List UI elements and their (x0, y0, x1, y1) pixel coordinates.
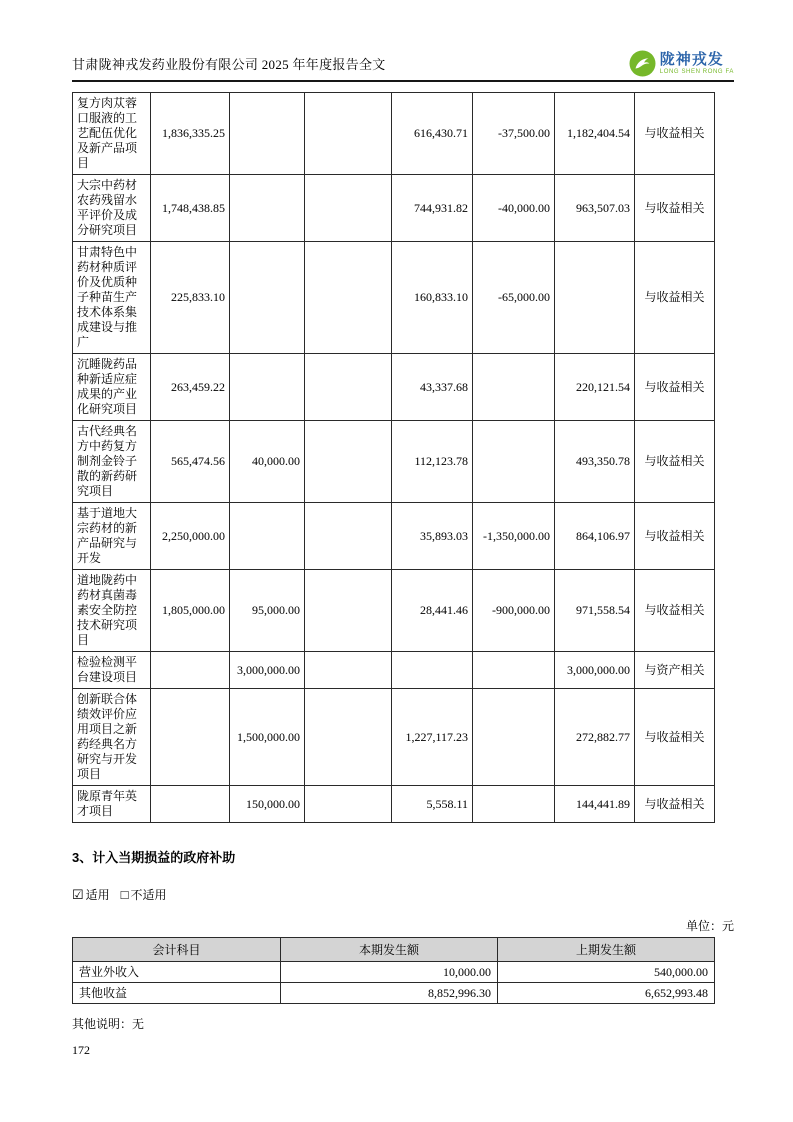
ending-balance-cell: 971,558.54 (555, 570, 635, 652)
project-name-cell: 大宗中药材农药残留水平评价及成分研究项目 (73, 175, 151, 242)
amortized-amount-cell: 616,430.71 (392, 93, 473, 175)
not-applicable-option (121, 888, 167, 902)
added-grant-cell (230, 93, 305, 175)
other-change-cell (473, 652, 555, 689)
other-note: 其他说明：无 (72, 1017, 145, 1031)
prior-period-header: 上期发生额 (498, 938, 715, 962)
checkbox-unchecked-icon: □ (120, 887, 129, 902)
amortized-amount-cell: 1,227,117.23 (392, 689, 473, 786)
beginning-balance-cell: 225,833.10 (151, 242, 230, 354)
ending-balance-cell: 144,441.89 (555, 786, 635, 823)
project-name-cell: 复方肉苁蓉口服液的工艺配伍优化及新产品项目 (73, 93, 151, 175)
checkbox-checked-icon: ☑ (72, 887, 84, 902)
table-row (73, 983, 715, 1004)
ending-balance-cell: 3,000,000.00 (555, 652, 635, 689)
logo-company-name: 陇神戎发 (659, 51, 724, 68)
project-name-cell: 古代经典名方中药复方制剂金铃子散的新药研究项目 (73, 421, 151, 503)
applicable-option (72, 888, 110, 902)
relation-type-cell: 与收益相关 (635, 354, 715, 421)
amortized-amount-cell (392, 652, 473, 689)
section-heading: 3、计入当期损益的政府补助 (72, 850, 236, 865)
table-row (73, 786, 715, 823)
company-logo (629, 50, 734, 77)
relation-type-cell: 与收益相关 (635, 421, 715, 503)
beginning-balance-cell: 1,836,335.25 (151, 93, 230, 175)
account-subject-cell: 其他收益 (73, 983, 281, 1004)
other-change-cell: -1,350,000.00 (473, 503, 555, 570)
project-name-cell: 沉睡陇药品种新适应症成果的产业化研究项目 (73, 354, 151, 421)
project-name-cell: 创新联合体绩效评价应用项目之新药经典名方研究与开发项目 (73, 689, 151, 786)
ending-balance-cell: 493,350.78 (555, 421, 635, 503)
subsidy-table (72, 937, 715, 1004)
page-number: 172 (72, 1043, 90, 1057)
table-row (73, 175, 715, 242)
subsidy-table-head (73, 938, 715, 962)
account-subject-header: 会计科目 (73, 938, 281, 962)
header-row (73, 938, 715, 962)
amortized-amount-cell: 744,931.82 (392, 175, 473, 242)
ending-balance-cell (555, 242, 635, 354)
added-grant-cell: 3,000,000.00 (230, 652, 305, 689)
added-grant-cell: 1,500,000.00 (230, 689, 305, 786)
table-row (73, 962, 715, 983)
beginning-balance-cell: 2,250,000.00 (151, 503, 230, 570)
amortized-amount-cell: 112,123.78 (392, 421, 473, 503)
other-change-cell: -40,000.00 (473, 175, 555, 242)
project-name-cell: 检验检测平台建设项目 (73, 652, 151, 689)
beginning-balance-cell (151, 689, 230, 786)
table-row (73, 421, 715, 503)
other-change-cell (473, 786, 555, 823)
other-change-cell: -37,500.00 (473, 93, 555, 175)
amount-cell (305, 93, 392, 175)
ending-balance-cell: 220,121.54 (555, 354, 635, 421)
amount-cell (305, 786, 392, 823)
logo-text (660, 52, 734, 75)
logo-bird-icon (629, 50, 656, 77)
grant-table-body (73, 93, 715, 823)
prior-period-cell: 540,000.00 (498, 962, 715, 983)
beginning-balance-cell: 1,805,000.00 (151, 570, 230, 652)
relation-type-cell: 与资产相关 (635, 652, 715, 689)
account-subject-cell: 营业外收入 (73, 962, 281, 983)
ending-balance-cell: 864,106.97 (555, 503, 635, 570)
relation-type-cell: 与收益相关 (635, 570, 715, 652)
current-period-cell: 8,852,996.30 (281, 983, 498, 1004)
added-grant-cell (230, 175, 305, 242)
deferred-grant-table (72, 92, 715, 823)
unit-label: 单位：元 (685, 919, 734, 933)
relation-type-cell: 与收益相关 (635, 242, 715, 354)
relation-type-cell: 与收益相关 (635, 689, 715, 786)
added-grant-cell (230, 503, 305, 570)
logo-subtitle: LONG SHEN RONG FA (659, 69, 734, 75)
amount-cell (305, 503, 392, 570)
ending-balance-cell: 272,882.77 (555, 689, 635, 786)
relation-type-cell: 与收益相关 (635, 175, 715, 242)
not-applicable-label: 不适用 (130, 888, 167, 902)
other-change-cell (473, 689, 555, 786)
page-header (72, 50, 734, 82)
other-change-cell (473, 421, 555, 503)
beginning-balance-cell (151, 652, 230, 689)
prior-period-cell: 6,652,993.48 (498, 983, 715, 1004)
relation-type-cell: 与收益相关 (635, 786, 715, 823)
amount-cell (305, 652, 392, 689)
beginning-balance-cell: 1,748,438.85 (151, 175, 230, 242)
beginning-balance-cell: 263,459.22 (151, 354, 230, 421)
table-row (73, 354, 715, 421)
other-change-cell: -900,000.00 (473, 570, 555, 652)
report-title: 甘肃陇神戎发药业股份有限公司 2025 年年度报告全文 (72, 57, 386, 72)
added-grant-cell: 40,000.00 (230, 421, 305, 503)
amount-cell (305, 570, 392, 652)
other-change-cell (473, 354, 555, 421)
subsidy-table-body (73, 962, 715, 1004)
amortized-amount-cell: 43,337.68 (392, 354, 473, 421)
amortized-amount-cell: 5,558.11 (392, 786, 473, 823)
ending-balance-cell: 1,182,404.54 (555, 93, 635, 175)
amount-cell (305, 354, 392, 421)
table-row (73, 570, 715, 652)
amortized-amount-cell: 28,441.46 (392, 570, 473, 652)
table-row (73, 503, 715, 570)
added-grant-cell (230, 354, 305, 421)
project-name-cell: 道地陇药中药材真菌毒素安全防控技术研究项目 (73, 570, 151, 652)
project-name-cell: 陇原青年英才项目 (73, 786, 151, 823)
relation-type-cell: 与收益相关 (635, 93, 715, 175)
other-change-cell: -65,000.00 (473, 242, 555, 354)
amount-cell (305, 175, 392, 242)
amount-cell (305, 689, 392, 786)
amortized-amount-cell: 160,833.10 (392, 242, 473, 354)
project-name-cell: 基于道地大宗药材的新产品研究与开发 (73, 503, 151, 570)
amount-cell (305, 421, 392, 503)
ending-balance-cell: 963,507.03 (555, 175, 635, 242)
added-grant-cell: 150,000.00 (230, 786, 305, 823)
applicable-label: 适用 (85, 888, 110, 902)
project-name-cell: 甘肃特色中药材种质评价及优质种子种苗生产技术体系集成建设与推广 (73, 242, 151, 354)
applicability-line (72, 886, 734, 903)
table-row (73, 652, 715, 689)
table-row (73, 689, 715, 786)
table-row (73, 93, 715, 175)
current-period-header: 本期发生额 (281, 938, 498, 962)
relation-type-cell: 与收益相关 (635, 503, 715, 570)
table-row (73, 242, 715, 354)
beginning-balance-cell: 565,474.56 (151, 421, 230, 503)
amount-cell (305, 242, 392, 354)
added-grant-cell: 95,000.00 (230, 570, 305, 652)
added-grant-cell (230, 242, 305, 354)
beginning-balance-cell (151, 786, 230, 823)
current-period-cell: 10,000.00 (281, 962, 498, 983)
amortized-amount-cell: 35,893.03 (392, 503, 473, 570)
